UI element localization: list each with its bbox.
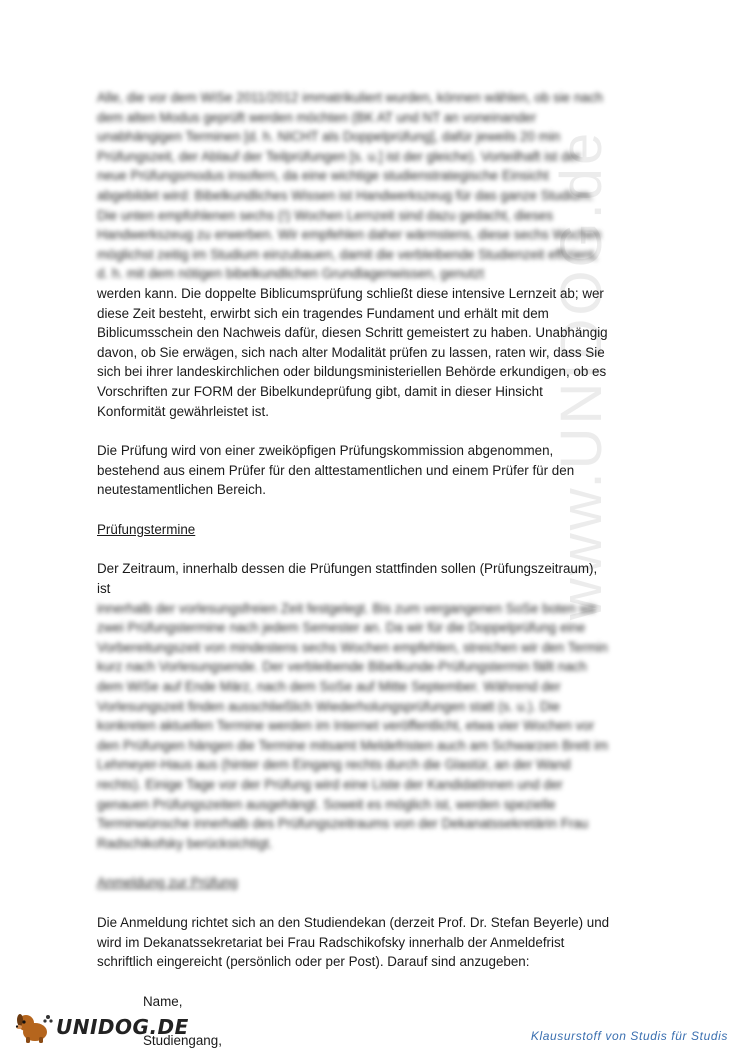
footer-tagline: Klausurstoff von Studis für Studis bbox=[530, 1029, 728, 1043]
watermark: www.UNIDOG.de bbox=[549, 129, 614, 620]
paragraph-biblicum: werden kann. Die doppelte Biblicumsprüfung schließt diese intensive Lernzeit ab; wer diese Zeit besteht, erwirbt sich ein tragendes Fundament und erhält mit dem Biblicumsschein den Nachweis dafür, diesen Schritt gemeistert zu haben. Unabhängig davon, ob Sie erwägen, sich nach alter Modalität prüfen zu lassen, raten wir, dass Sie sich bei ihrer landeskirchlichen oder bildungsministeriellen Behörde erkundigen, ob es Vorschriften zur FORM der Bibelkundeprüfung gibt, damit in dieser Hinsicht Konformität gewährleistet ist. bbox=[97, 285, 608, 419]
paragraph-pruefungskommission: Die Prüfung wird von einer zweiköpfigen Prüfungskommission abgenommen, bestehend aus einem Prüfer für den alttestamentlichen und einem Prüfer für den neutestamentlichen Bereich. bbox=[97, 443, 575, 498]
unidog-logo[interactable] bbox=[14, 1010, 189, 1044]
paragraph-blurred-intro: Alle, die vor dem WiSe 2011/2012 immatrikuliert wurden, können wählen, ob sie nach dem alten Modus geprüft werden möchten (BK AT und NT an voneinander unabhängigen Terminen [d. h. NICHT als Doppelprüfung], dafür jeweils 20 min Prüfungszeit, der Ablauf der Teilprüfungen [s. u.] ist der gleiche). Vorteilhaft ist der neue Prüfungsmodus insofern, da eine wichtige studienstrategische Einsicht abgebildet wird: Bibelkundliches Wissen ist Handwerkszeug für das ganze Studium. Die unten empfohlenen sechs (!) Wochen Lernzeit sind dazu gedacht, dieses Handwerkszeug zu erwerben. Wir empfehlen daher wärmstens, diese sechs Wochen möglichst zeitig im Studium einzubauen, damit die verbleibende Studienzeit effizient, d. h. mit dem nötigen bibelkundlichen Grundlagenwissen, genutzt bbox=[97, 90, 603, 282]
heading-pruefungstermine: Prüfungstermine bbox=[97, 521, 196, 537]
paragraph-blurred-termine: innerhalb der vorlesungsfreien Zeit festgelegt. Bis zum vergangenen SoSe boten wir zwei Prüfungstermine nach jedem Semester an. Da wir für die Doppelprüfung eine Vorbereitungszeit von mindestens sechs Wochen empfehlen, streichen wir den Termin kurz nach Vorlesungsende. Der verbleibende Bibelkunde-Prüfungstermin fällt nach dem WiSe auf Ende März, nach dem SoSe auf Mitte September. Während der Vorlesungszeit finden ausschließlich Wiederholungsprüfungen statt (s. u.). Die konkreten aktuellen Termine werden im Internet veröffentlicht, etwa vier Wochen vor den Prüfungen hängen die Termine mitsamt Meldefristen auch am Schwarzen Brett im Lehmeyer-Haus aus (hinter dem Eingang rechts durch die Glastür, an der Wand rechts). Einige Tage vor der Prüfung wird eine Liste der KandidatInnen und der genauen Prüfungszeiten ausgehängt. Soweit es möglich ist, werden spezielle Terminwünsche innerhalb des Prüfungszeitraums von der Dekanatssekretärin Frau Radschikofsky berücksichtigt. bbox=[97, 600, 609, 851]
list-item-studiengang: Studiengang, bbox=[143, 1033, 222, 1049]
heading-anmeldung: Anmeldung zur Prüfung bbox=[97, 875, 238, 891]
paragraph-zeitraum: Der Zeitraum, innerhalb dessen die Prüfungen stattfinden sollen (Prüfungszeitraum), ist bbox=[97, 561, 598, 597]
list-item-name: Name, bbox=[143, 993, 183, 1009]
dog-icon bbox=[14, 1010, 54, 1044]
document-body bbox=[97, 88, 612, 1051]
logo-text: UNIDOG.DE bbox=[56, 1015, 189, 1039]
paragraph-anmeldung: Die Anmeldung richtet sich an den Studiendekan (derzeit Prof. Dr. Stefan Beyerle) und wird im Dekanatssekretariat bei Frau Radschikofsky innerhalb der Anmeldefrist schriftlich eingereicht (persönlich oder per Post). Darauf sind anzugeben: bbox=[97, 914, 610, 970]
